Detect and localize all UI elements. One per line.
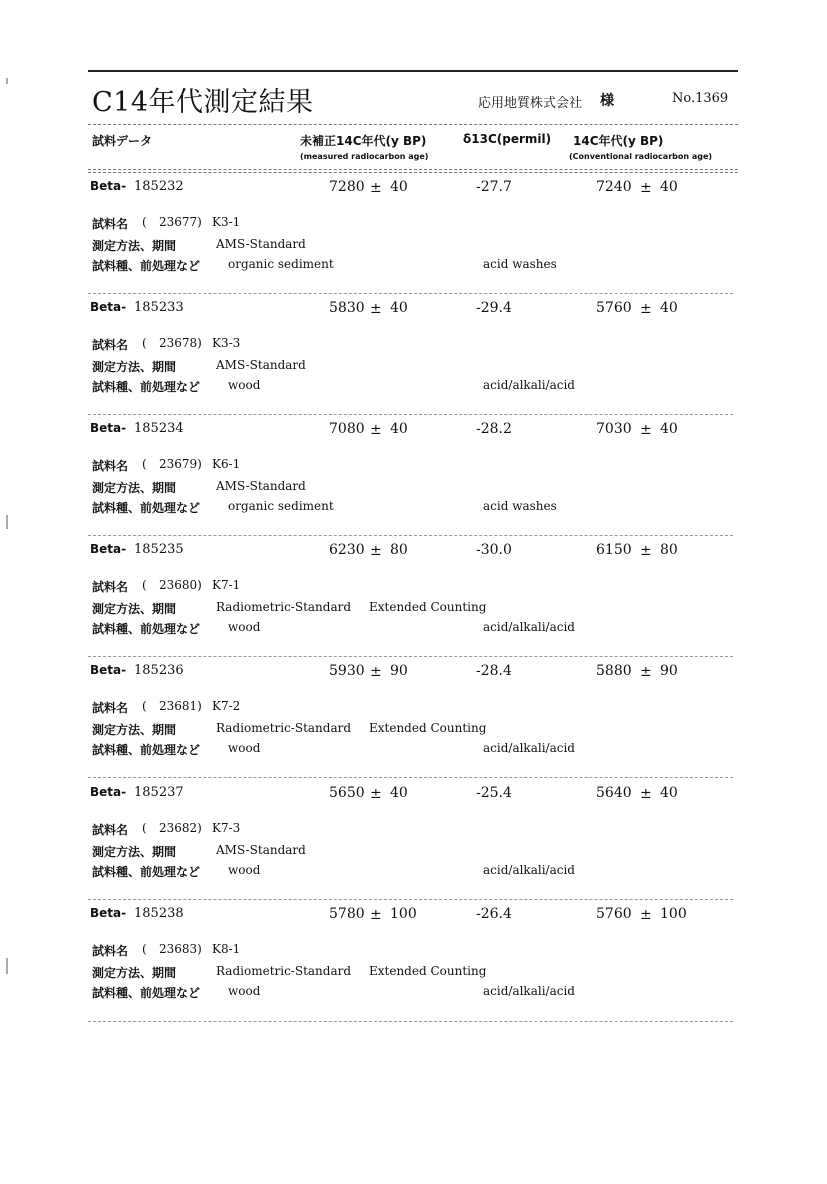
measured-error: 100 — [390, 906, 417, 922]
pretreatment-value: acid/alkali/acid — [483, 378, 575, 392]
sample-name-label: 試料名 — [92, 701, 129, 715]
measured-pm: ± — [370, 786, 382, 802]
measured-age: 7080 — [329, 421, 365, 437]
sample-code: K3-1 — [212, 215, 241, 229]
col-measured-age-sub: (measured radiocarbon age) — [300, 152, 429, 161]
sample-name-open: ( — [142, 699, 147, 713]
conventional-pm: ± — [640, 180, 652, 196]
method-label: 測定方法、期間 — [92, 481, 177, 495]
conventional-pm: ± — [640, 543, 652, 559]
measured-error: 90 — [390, 663, 408, 679]
header-divider — [88, 124, 738, 125]
lab-prefix: Beta- — [90, 421, 127, 435]
lab-number: 185236 — [134, 663, 184, 678]
sample-name-label: 試料名 — [92, 823, 129, 837]
conventional-age: 7240 — [596, 179, 632, 195]
sample-code: K8-1 — [212, 942, 241, 956]
record-divider — [88, 656, 733, 657]
method-label: 測定方法、期間 — [92, 602, 177, 616]
sample-name-open: ( — [142, 457, 147, 471]
col-delta-13c: δ13C(permil) — [463, 132, 552, 146]
lab-number: 185238 — [134, 906, 184, 921]
measured-error: 40 — [390, 300, 408, 316]
measured-age: 5930 — [329, 663, 365, 679]
scan-mark — [6, 78, 8, 84]
column-header-divider — [88, 172, 738, 173]
sample-id: 23683) — [159, 942, 202, 956]
conventional-error: 40 — [660, 300, 678, 316]
measured-age: 6230 — [329, 542, 365, 558]
sample-id: 23682) — [159, 821, 202, 835]
material-label: 試料種、前処理など — [92, 865, 201, 879]
company-name: 応用地質株式会社 — [478, 96, 583, 111]
conventional-pm: ± — [640, 664, 652, 680]
material-value: wood — [228, 863, 261, 877]
sample-id: 23678) — [159, 336, 202, 350]
method-label: 測定方法、期間 — [92, 239, 177, 253]
delta-13c-value: -28.4 — [476, 663, 512, 679]
lab-number: 185234 — [134, 421, 184, 436]
method-value: AMS-Standard — [216, 358, 306, 372]
lab-prefix: Beta- — [90, 663, 127, 677]
record-divider — [88, 777, 733, 778]
sample-code: K3-3 — [212, 336, 241, 350]
record-divider — [88, 293, 733, 294]
conventional-age: 6150 — [596, 542, 632, 558]
pretreatment-value: acid/alkali/acid — [483, 863, 575, 877]
pretreatment-value: acid/alkali/acid — [483, 620, 575, 634]
sample-id: 23681) — [159, 699, 202, 713]
sample-name-label: 試料名 — [92, 217, 129, 231]
conventional-age: 5880 — [596, 663, 632, 679]
method-label: 測定方法、期間 — [92, 966, 177, 980]
sample-name-open: ( — [142, 336, 147, 350]
pretreatment-value: acid washes — [483, 499, 557, 513]
conventional-pm: ± — [640, 301, 652, 317]
material-value: organic sediment — [228, 499, 334, 513]
sample-name-open: ( — [142, 821, 147, 835]
extended-counting: Extended Counting — [369, 964, 487, 978]
lab-prefix: Beta- — [90, 179, 127, 193]
col-sample-data: 試料データ — [92, 134, 153, 148]
conventional-pm: ± — [640, 422, 652, 438]
sample-name-open: ( — [142, 578, 147, 592]
material-value: wood — [228, 620, 261, 634]
record-block — [0, 300, 827, 421]
lab-number: 185235 — [134, 542, 184, 557]
measured-error: 40 — [390, 785, 408, 801]
method-label: 測定方法、期間 — [92, 723, 177, 737]
sample-name-label: 試料名 — [92, 580, 129, 594]
lab-prefix: Beta- — [90, 300, 127, 314]
method-value: Radiometric-Standard — [216, 600, 352, 614]
pretreatment-value: acid washes — [483, 257, 557, 271]
col-conventional-age-sub: (Conventional radiocarbon age) — [569, 152, 713, 161]
conventional-error: 40 — [660, 421, 678, 437]
sample-id: 23680) — [159, 578, 202, 592]
method-label: 測定方法、期間 — [92, 845, 177, 859]
page-title: C14年代測定結果 — [92, 87, 314, 118]
record-divider — [88, 414, 733, 415]
measured-error: 40 — [390, 179, 408, 195]
material-label: 試料種、前処理など — [92, 986, 201, 1000]
conventional-error: 40 — [660, 179, 678, 195]
delta-13c-value: -27.7 — [476, 179, 512, 195]
record-block — [0, 785, 827, 906]
top-rule — [88, 70, 738, 72]
bottom-divider — [88, 1021, 733, 1022]
extended-counting: Extended Counting — [369, 600, 487, 614]
measured-pm: ± — [370, 543, 382, 559]
lab-number: 185233 — [134, 300, 184, 315]
measured-pm: ± — [370, 422, 382, 438]
pretreatment-value: acid/alkali/acid — [483, 741, 575, 755]
method-value: AMS-Standard — [216, 479, 306, 493]
conventional-pm: ± — [640, 907, 652, 923]
delta-13c-value: -28.2 — [476, 421, 512, 437]
record-divider — [88, 899, 733, 900]
lab-prefix: Beta- — [90, 906, 127, 920]
method-value: AMS-Standard — [216, 237, 306, 251]
record-block — [0, 663, 827, 784]
col-measured-age: 未補正14C年代(y BP) — [300, 134, 427, 148]
material-label: 試料種、前処理など — [92, 743, 201, 757]
conventional-age: 5760 — [596, 906, 632, 922]
measured-age: 5830 — [329, 300, 365, 316]
lab-number: 185232 — [134, 179, 184, 194]
material-value: wood — [228, 378, 261, 392]
sample-code: K6-1 — [212, 457, 241, 471]
material-label: 試料種、前処理など — [92, 380, 201, 394]
conventional-age: 5640 — [596, 785, 632, 801]
sample-name-label: 試料名 — [92, 944, 129, 958]
conventional-pm: ± — [640, 786, 652, 802]
lab-number: 185237 — [134, 785, 184, 800]
delta-13c-value: -29.4 — [476, 300, 512, 316]
measured-pm: ± — [370, 180, 382, 196]
material-value: wood — [228, 984, 261, 998]
method-value: Radiometric-Standard — [216, 721, 352, 735]
sample-name-open: ( — [142, 942, 147, 956]
method-label: 測定方法、期間 — [92, 360, 177, 374]
pretreatment-value: acid/alkali/acid — [483, 984, 575, 998]
sample-code: K7-1 — [212, 578, 241, 592]
record-block — [0, 542, 827, 663]
method-value: AMS-Standard — [216, 843, 306, 857]
conventional-error: 100 — [660, 906, 687, 922]
sample-id: 23677) — [159, 215, 202, 229]
conventional-error: 80 — [660, 542, 678, 558]
record-block — [0, 906, 827, 1027]
column-header-divider — [88, 169, 738, 170]
measured-age: 7280 — [329, 179, 365, 195]
col-conventional-age: 14C年代(y BP) — [573, 134, 664, 148]
sample-code: K7-2 — [212, 699, 241, 713]
material-label: 試料種、前処理など — [92, 622, 201, 636]
measured-age: 5650 — [329, 785, 365, 801]
material-value: organic sediment — [228, 257, 334, 271]
method-value: Radiometric-Standard — [216, 964, 352, 978]
measured-pm: ± — [370, 301, 382, 317]
sample-name-label: 試料名 — [92, 338, 129, 352]
delta-13c-value: -30.0 — [476, 542, 512, 558]
honorific: 様 — [600, 93, 614, 109]
material-label: 試料種、前処理など — [92, 501, 201, 515]
material-value: wood — [228, 741, 261, 755]
record-divider — [88, 535, 733, 536]
conventional-error: 90 — [660, 663, 678, 679]
delta-13c-value: -25.4 — [476, 785, 512, 801]
measured-pm: ± — [370, 664, 382, 680]
delta-13c-value: -26.4 — [476, 906, 512, 922]
record-block — [0, 179, 827, 300]
sample-code: K7-3 — [212, 821, 241, 835]
conventional-age: 7030 — [596, 421, 632, 437]
sample-name-open: ( — [142, 215, 147, 229]
sample-id: 23679) — [159, 457, 202, 471]
document-number: No.1369 — [672, 91, 729, 106]
extended-counting: Extended Counting — [369, 721, 487, 735]
measured-error: 80 — [390, 542, 408, 558]
record-block — [0, 421, 827, 542]
sample-name-label: 試料名 — [92, 459, 129, 473]
conventional-age: 5760 — [596, 300, 632, 316]
material-label: 試料種、前処理など — [92, 259, 201, 273]
measured-error: 40 — [390, 421, 408, 437]
lab-prefix: Beta- — [90, 542, 127, 556]
measured-pm: ± — [370, 907, 382, 923]
lab-prefix: Beta- — [90, 785, 127, 799]
measured-age: 5780 — [329, 906, 365, 922]
conventional-error: 40 — [660, 785, 678, 801]
